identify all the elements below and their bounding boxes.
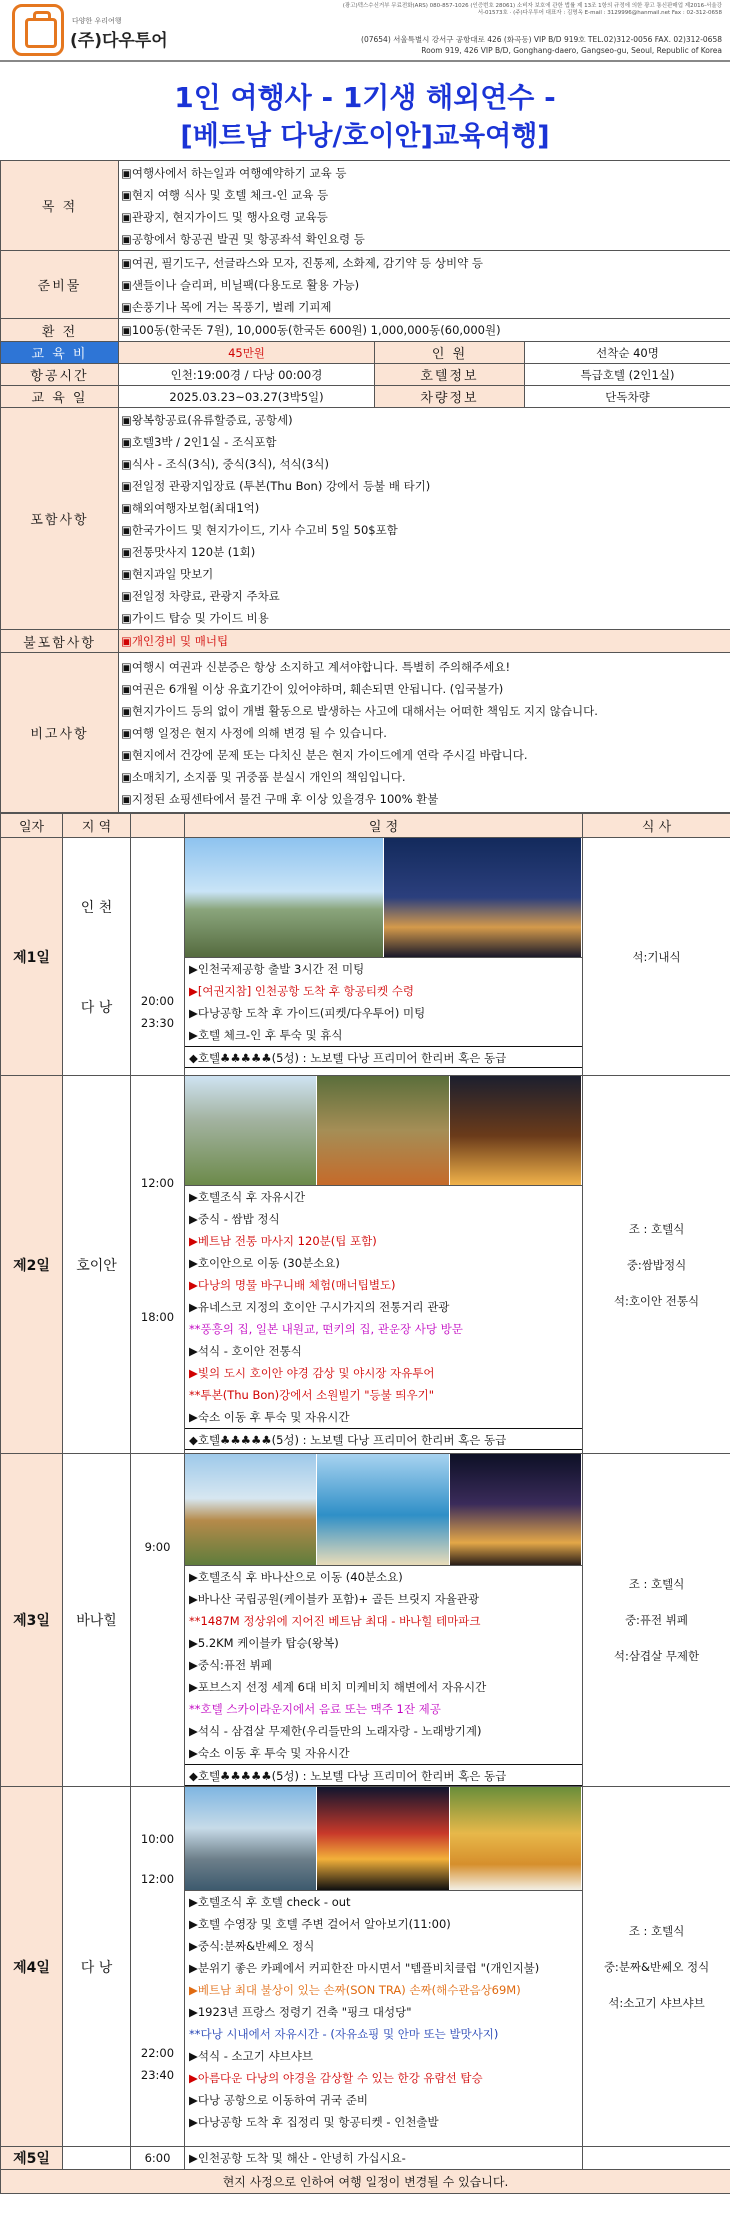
city-river-photo [185,1787,317,1890]
header-schedule: 일 정 [185,814,583,838]
day5-label: 제5일 [1,2147,63,2170]
activity-item: ▶5.2KM 케이블카 탑승(왕복) [189,1636,339,1650]
activity-item: ▶1923년 프랑스 정령기 건축 "핑크 대성당" [189,2005,412,2019]
day3-region: 바나힐 [63,1454,131,1787]
hotel-label: 호텔정보 [375,364,525,386]
day1-region [63,838,131,1076]
prep-label: 준비물 [1,251,119,319]
hotel-line: ◆호텔♣♣♣♣♣(5성) : 노보텔 다낭 프리미어 한리버 혹은 동급 [185,1428,582,1450]
activity-item: ▶포브스지 선정 세계 6대 비치 미케비치 해변에서 자유시간 [189,1680,487,1694]
note-item: ▣현지가이드 등의 없이 개별 활동으로 발생하는 사고에 대해서는 어떠한 책임도 지지 않습니다. [121,703,598,718]
day1-meals [583,838,730,1076]
day4-meals [583,1787,730,2147]
activity-item: ▶아름다운 다낭의 야경을 감상할 수 있는 한강 유람선 탑승 [189,2071,483,2085]
day4-label: 제4일 [1,1787,63,2147]
marble-mountain-photo [185,1076,317,1185]
day5-region [63,2147,131,2170]
note-item: ▣소매치기, 소지품 및 귀중품 분실시 개인의 책임입니다. [121,769,406,784]
activity-item: **투본(Thu Bon)강에서 소원빌기 "등불 띄우기" [189,1388,435,1402]
activity-item: ▶유네스코 지정의 호이안 구시가지의 전통거리 관광 [189,1300,450,1314]
time-label: 20:00 [140,993,175,1008]
activity-item: ▶인천공항 도착 및 해산 - 안녕히 가십시요- [189,2151,406,2165]
header-time [131,814,185,838]
banh-xeo-photo [450,1787,582,1890]
note-item: ▣지정된 쇼핑센타에서 물건 구매 후 이상 있을경우 100% 환불 [121,791,439,806]
activity-item: ▶중식:분짜&반쎄오 정식 [189,1939,315,1953]
company-logo [12,4,168,58]
logo-tagline: 다양한 우리여행 [72,17,122,25]
car-label: 차량정보 [375,386,525,408]
included-label: 포함사항 [1,408,119,630]
included-item: ▣해외여행자보험(최대1억) [121,500,260,515]
day4-schedule [185,1787,583,2147]
day3-label: 제3일 [1,1454,63,1787]
page-title: 1인 여행사 - 1기생 해외연수 - [174,81,556,114]
prep-item: ▣여권, 필기도구, 선글라스와 모자, 진통제, 소화제, 감기약 등 상비약 등 [121,255,483,270]
suitcase-icon [12,4,64,56]
time-label: 10:00 [140,1831,175,1846]
meal-item: 조 : 호텔식 [628,1221,685,1236]
activity-item: ▶빛의 도시 호이안 야경 감상 및 야시장 자유투어 [189,1366,435,1380]
people-value: 선착순 40명 [525,342,730,364]
activity-item: ▶다낭의 명물 바구니배 체험(매너팁별도) [189,1278,396,1292]
day5-meals [583,2147,730,2170]
day3-schedule [185,1454,583,1787]
activity-item: ▶[여권지참] 인천공항 도착 후 항공티켓 수령 [189,984,414,998]
time-label: 23:40 [140,2067,175,2082]
hotel-line: ◆호텔♣♣♣♣♣(5성) : 노보텔 다낭 프리미어 한리버 혹은 동급 [185,1764,582,1786]
day3-times [131,1454,185,1787]
day5-time: 6:00 [131,2147,185,2170]
activity-item: ▶다낭공항 도착 후 가이드(피켓/다우투어) 미팅 [189,1006,426,1020]
logo-name: (주)다우투어 [70,31,168,51]
activity-item: **1487M 정상위에 지어진 베트남 최대 - 바나힐 테마파크 [189,1614,481,1628]
header-region: 지 역 [63,814,131,838]
basket-boat-photo [317,1076,449,1185]
prep-list [119,251,730,319]
included-item: ▣호텔3박 / 2인1실 - 조식포함 [121,434,277,449]
day2-region: 호이안 [63,1076,131,1454]
exchange-info [119,319,730,342]
golden-bridge-photo [185,1454,317,1565]
activity-item: **다낭 시내에서 자유시간 - (자유쇼핑 및 안마 또는 발맛사지) [189,2027,499,2041]
activity-item: ▶호텔 수영장 및 호텔 주변 걸어서 알아보기(11:00) [189,1917,451,1931]
included-item: ▣식사 - 조식(3식), 중식(3식), 석식(3식) [121,456,330,471]
activity-item: ▶중식 - 쌈밥 정식 [189,1212,280,1226]
included-item: ▣가이드 탑승 및 가이드 비용 [121,610,269,625]
fee-value: 45만원 [119,342,375,364]
meal-item: 조 : 호텔식 [628,1577,685,1591]
flight-value: 인천:19:00경 / 다낭 00:00경 [119,364,375,386]
fee-label: 교 육 비 [1,342,119,364]
day2-schedule [185,1076,583,1454]
day1-region-dest: 다 낭 [80,999,113,1016]
activity-item: **호텔 스카이라운지에서 음료 또는 맥주 1잔 제공 [189,1702,441,1716]
hotel-value: 특급호텔 (2인1실) [525,364,730,386]
day2-meals [583,1076,730,1454]
date-label: 교 육 일 [1,386,119,408]
flight-label: 항공시간 [1,364,119,386]
excluded-item: ▣개인경비 및 매너팁 [121,634,229,648]
excluded-label: 불포함사항 [1,630,119,653]
airport-photo [185,838,384,957]
meal-item: 중:퓨전 뷔페 [624,1613,689,1627]
time-label: 18:00 [140,1309,175,1324]
legal-notice: (광고)텍스수신거부 무료전화(ARS) 080-857-1026 (인증번호 28061) 소비자 보호에 관한 법률 제 13조 1항의 규정에 의한 광고 통신판매업 제2016-서울강서-01573호 · (주)다우투어 대표자 : 김명옥 E-mail : 3129996@hanmail.net Fax : 02-312-0658 [342,3,722,16]
activity-item: ▶인천국제공항 출발 3시간 전 미팅 [189,962,365,976]
day5-schedule [185,2147,583,2170]
meal-item: 석:삼겹살 무제한 [613,1649,700,1663]
car-value: 단독차량 [525,386,730,408]
header-meals: 식 사 [583,814,730,838]
meal-item: 조 : 호텔식 [628,1923,685,1938]
excluded-list [119,630,730,653]
included-item: ▣전일정 관광지입장료 (투본(Thu Bon) 강에서 등불 배 타기) [121,478,431,493]
people-label: 인 원 [375,342,525,364]
footer-note: 현지 사정으로 인하여 여행 일정이 변경될 수 있습니다. [1,2170,730,2194]
time-label: 12:00 [140,1871,175,1886]
exchange-label: 환 전 [1,319,119,342]
purpose-item: ▣현지 여행 식사 및 호텔 체크-인 교육 등 [121,187,329,202]
activity-item: ▶호텔조식 후 호텔 check - out [189,1895,351,1909]
included-item: ▣현지과일 맛보기 [121,566,214,581]
activity-item: ▶중식:퓨전 뷔페 [189,1658,273,1672]
hotel-line: ◆호텔♣♣♣♣♣(5성) : 노보텔 다낭 프리미어 한리버 혹은 동급 [185,1046,582,1068]
activity-item: ▶호텔 체크-인 후 투숙 및 휴식 [189,1028,343,1042]
meal-item: 석:기내식 [632,949,681,964]
included-item: ▣전일정 차량료, 관광지 주차료 [121,588,280,603]
exchange-text: ▣100동(한국돈 7원), 10,000동(한국돈 600원) 1,000,000동(60,000원) [121,323,501,337]
included-item: ▣한국가이드 및 현지가이드, 기사 수고비 5일 50$포함 [121,522,398,537]
purpose-label: 목 적 [1,161,119,251]
page-subtitle: [베트남 다낭/호이안]교육여행] [180,121,550,152]
day4-times [131,1787,185,2147]
notes-list [119,653,730,813]
purpose-list [119,161,730,251]
activity-item: ▶석식 - 소고기 샤브샤브 [189,2049,313,2063]
day4-region: 다 낭 [63,1787,131,2147]
day1-schedule [185,838,583,1076]
included-item: ▣왕복항공료(유류할증료, 공항세) [121,412,293,427]
day2-label: 제2일 [1,1076,63,1454]
city-night-photo [384,838,583,957]
river-cruise-photo [317,1787,449,1890]
day4-photos [185,1787,582,1891]
purpose-item: ▣여행사에서 하는일과 여행예약하기 교육 등 [121,165,347,180]
activity-item: ▶베트남 전통 마사지 120분(팁 포함) [189,1234,377,1248]
prep-item: ▣손풍기나 목에 거는 목풍기, 벌레 기피제 [121,299,332,314]
activity-item: ▶숙소 이동 후 투숙 및 자유시간 [189,1410,350,1424]
meal-item: 석:호이안 전통식 [613,1293,700,1308]
time-label: 23:30 [140,1015,175,1030]
meal-item: 중:분짜&반쎄오 정식 [603,1959,710,1974]
included-list [119,408,730,630]
date-value: 2025.03.23~03.27(3박5일) [119,386,375,408]
activity-item: ▶바나산 국립공원(케이블카 포함)+ 골든 브릿지 자율관광 [189,1592,480,1606]
activity-item: ▶호이안으로 이동 (30분소요) [189,1256,340,1270]
day2-photos [185,1076,582,1186]
address-english: Room 919, 426 VIP B/D, Gonghang-daero, Gangseo-gu, Seoul, Republic of Korea [421,46,722,55]
time-label: 22:00 [140,2045,175,2060]
address-korean: (07654) 서울특별시 강서구 공항대로 426 (화곡동) VIP B/D 919호 TEL.02)312-0056 FAX. 02)312-0658 [361,35,722,44]
activity-item: ▶베트남 최대 불상이 있는 손짜(SON TRA) 손짜(해수관음상69M) [189,1983,521,1997]
activity-item: ▶다낭공항 도착 후 집정리 및 항공티켓 - 인천출발 [189,2115,439,2129]
beach-photo [317,1454,449,1565]
day1-region-origin: 인 천 [80,899,113,916]
prep-item: ▣샌들이나 슬리퍼, 비닐팩(다용도로 활용 가능) [121,277,360,292]
activity-item: ▶호텔조식 후 바나산으로 이동 (40분소요) [189,1570,403,1584]
day1-times [131,838,185,1076]
purpose-item: ▣공항에서 항공권 발권 및 항공좌석 확인요령 등 [121,231,365,246]
time-label: 9:00 [144,1540,171,1554]
day2-times [131,1076,185,1454]
note-item: ▣여행 일정은 현지 사정에 의해 변경 될 수 있습니다. [121,725,387,740]
note-item: ▣현지에서 건강에 문제 또는 다치신 분은 현지 가이드에게 연락 주시길 바랍니다. [121,747,528,762]
activity-item: ▶석식 - 호이안 전통식 [189,1344,302,1358]
activity-item: ▶숙소 이동 후 투숙 및 자유시간 [189,1746,350,1760]
day3-meals [583,1454,730,1787]
activity-item: ▶호텔조식 후 자유시간 [189,1190,306,1204]
notes-label: 비고사항 [1,653,119,813]
header-day: 일자 [1,814,63,838]
meal-item: 중:쌈밥정식 [626,1257,687,1272]
letterhead [0,0,730,62]
note-item: ▣여권은 6개월 이상 유효기간이 있어야하며, 훼손되면 안됩니다. (입국불가) [121,681,504,696]
purpose-item: ▣관광지, 현지가이드 및 행사요령 교육등 [121,209,328,224]
activity-item: **풍흥의 집, 일본 내원교, 떤키의 집, 관운장 사당 방문 [189,1322,463,1336]
day1-photos [185,838,582,958]
activity-item: ▶다낭 공항으로 이동하여 귀국 준비 [189,2093,368,2107]
itinerary-table [0,813,730,2194]
included-item: ▣전통맛사지 120분 (1회) [121,544,256,559]
day3-photos [185,1454,582,1566]
day1-label: 제1일 [1,838,63,1076]
meal-item: 석:소고기 샤브샤브 [608,1995,705,2010]
lantern-river-photo [450,1076,582,1185]
time-label: 12:00 [140,1175,175,1190]
buffet-photo [450,1454,582,1565]
note-item: ▣여행시 여권과 신분증은 항상 소지하고 계셔야합니다. 특별히 주의해주세요! [121,659,511,674]
info-table [0,160,730,813]
activity-item: ▶분위기 좋은 카페에서 커피한잔 마시면서 "템플비치클럽 "(개인지불) [189,1961,540,1975]
activity-item: ▶석식 - 삼겹살 무제한(우리들만의 노래자랑 - 노래방기계) [189,1724,482,1738]
